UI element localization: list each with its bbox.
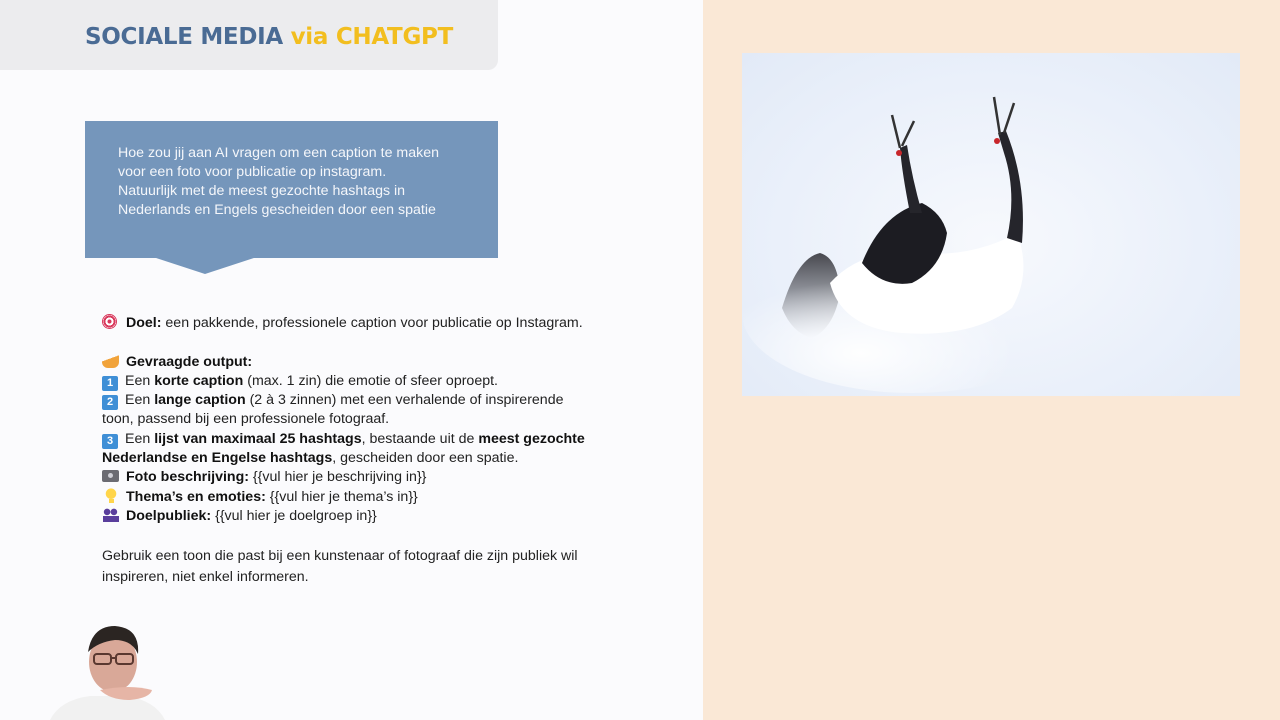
field-placeholder: {{vul hier je thema’s in}}: [265, 488, 418, 505]
slide-title-accent: via CHATGPT: [290, 24, 453, 50]
closing-line: Gebruik een toon die past bij een kunstenaar of fotograaf die zijn publiek wil: [102, 547, 578, 564]
item-text: , gescheiden door een spatie.: [332, 450, 519, 467]
output-item-2-continuation: toon, passend bij een professionele fotograaf.: [102, 411, 390, 428]
item-bold: korte caption: [154, 372, 244, 389]
goal-line: [102, 314, 642, 333]
spacer: [102, 526, 642, 545]
goal-label: Doel:: [126, 315, 162, 331]
question-callout-text: [118, 144, 488, 220]
presenter-webcam: [40, 620, 170, 720]
field-label: Doelpubliek:: [126, 507, 212, 524]
writing-hand-icon: [102, 353, 119, 368]
item-bold: Nederlandse en Engelse hashtags: [102, 450, 333, 467]
output-heading: [102, 353, 642, 372]
presenter-avatar: [40, 620, 170, 720]
field-label: Thema’s en emoties:: [126, 488, 266, 505]
closing-line: inspireren, niet enkel informeren.: [102, 568, 309, 585]
people-icon: [102, 508, 119, 522]
field-audience: [102, 507, 642, 526]
slide-title: [85, 24, 453, 50]
field-photo-description: [102, 468, 642, 487]
item-text: (2 à 3 zinnen) met een verhalende of inspirerende: [245, 392, 564, 409]
output-item-1: [102, 372, 642, 391]
item-text: , bestaande uit de: [361, 430, 479, 447]
target-icon: [102, 314, 117, 329]
field-placeholder: {{vul hier je doelgroep in}}: [211, 507, 377, 524]
prompt-text: [102, 314, 642, 588]
item-bold: lange caption: [154, 392, 246, 409]
crane-photo: [742, 53, 1240, 396]
item-text: Een: [125, 430, 155, 447]
output-item-3-continuation: [102, 449, 642, 468]
output-item-3: [102, 430, 642, 449]
callout-line: voor een foto voor publicatie op instagram.: [118, 164, 387, 180]
callout-line: Nederlands en Engels gescheiden door een spatie: [118, 202, 436, 218]
number-2-icon: 2: [102, 395, 118, 410]
goal-text: een pakkende, professionele caption voor publicatie op Instagram.: [161, 315, 583, 331]
camera-icon: [102, 470, 119, 482]
field-themes: [102, 488, 642, 507]
item-text: (max. 1 zin) die emotie of sfeer oproept.: [243, 372, 498, 389]
number-3-icon: 3: [102, 434, 118, 449]
number-1-icon: 1: [102, 376, 118, 391]
item-bold: lijst van maximaal 25 hashtags: [154, 430, 362, 447]
output-item-2: [102, 391, 642, 410]
lightbulb-icon: [105, 488, 117, 503]
callout-pointer: [153, 257, 257, 274]
slide-title-main: SOCIALE MEDIA: [85, 24, 283, 50]
field-label: Foto beschrijving:: [126, 469, 249, 486]
item-text: Een: [125, 392, 155, 409]
cranes-illustration: [742, 53, 1240, 396]
spacer: [102, 333, 642, 352]
item-text: Een: [125, 372, 155, 389]
output-label: Gevraagde output:: [126, 353, 253, 370]
callout-line: Natuurlijk met de meest gezochte hashtags in: [118, 183, 406, 199]
item-bold: meest gezochte: [478, 430, 585, 447]
field-placeholder: {{vul hier je beschrijving in}}: [248, 469, 427, 486]
callout-line: Hoe zou jij aan AI vragen om een caption te maken: [118, 145, 439, 161]
